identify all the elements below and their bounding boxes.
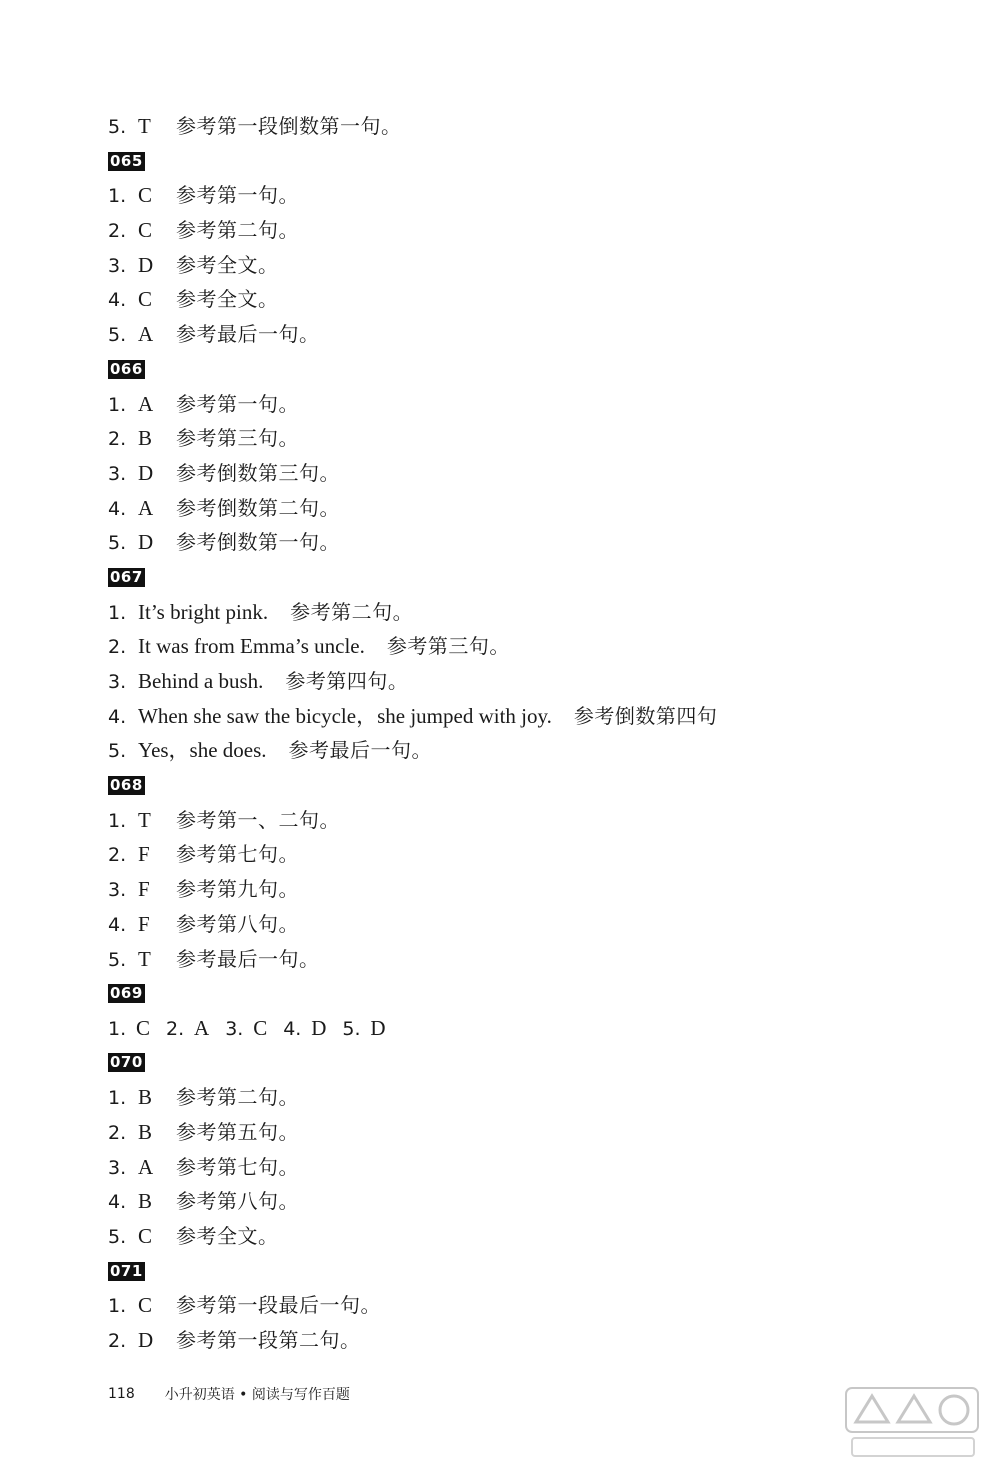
reference-note: 参考第一、二句。 xyxy=(176,807,340,832)
question-number: 4. xyxy=(283,1017,302,1040)
answer-row xyxy=(108,317,928,352)
answer-row xyxy=(108,456,928,491)
answer-row xyxy=(108,525,928,560)
answer-text: It was from Emma’s uncle. xyxy=(138,634,365,659)
answer-text: T xyxy=(138,946,151,971)
answer-row xyxy=(108,282,928,317)
question-number: 5. xyxy=(108,948,127,971)
inline-answer xyxy=(283,1011,326,1047)
reference-note: 参考全文。 xyxy=(176,1224,279,1248)
question-number: 2. xyxy=(166,1017,185,1040)
answer-text: C xyxy=(138,1293,153,1318)
question-number: 1. xyxy=(108,185,127,208)
reference-note: 参考最后一句。 xyxy=(288,738,433,763)
answer-row xyxy=(108,213,928,248)
answer-row xyxy=(108,595,928,630)
answer-text: C xyxy=(138,287,153,312)
answer-text: Behind a bush. xyxy=(138,669,264,693)
answer-text: T xyxy=(138,114,151,138)
answer-row xyxy=(108,421,928,456)
section-number-badge: 069 xyxy=(110,984,143,1003)
answer-text: B xyxy=(138,426,153,451)
answer-row xyxy=(108,837,928,872)
answer-row xyxy=(108,907,928,942)
question-number: 1. xyxy=(108,393,127,416)
inline-answer xyxy=(225,1011,267,1047)
page-number: 118 xyxy=(108,1386,135,1402)
reference-note: 参考全文。 xyxy=(176,287,279,312)
answer-text: A xyxy=(138,391,154,416)
reference-note: 参考倒数第二句。 xyxy=(176,495,340,520)
question-number: 4. xyxy=(108,913,127,936)
reference-note: 参考第二句。 xyxy=(290,599,414,624)
question-number: 1. xyxy=(108,809,127,832)
answer-text: F xyxy=(138,911,150,936)
answer-text: F xyxy=(138,842,150,867)
question-number: 3. xyxy=(225,1017,244,1040)
section-header xyxy=(108,560,928,595)
answer-text: Yes，she does. xyxy=(138,738,267,763)
answer-row xyxy=(108,1115,928,1150)
question-number: 4. xyxy=(108,497,127,520)
question-number: 4. xyxy=(108,705,127,728)
question-number: 3. xyxy=(108,1156,127,1179)
section-header xyxy=(108,768,928,803)
reference-note: 参考最后一句。 xyxy=(176,322,320,347)
answer-row xyxy=(108,699,928,734)
reference-note: 参考最后一句。 xyxy=(176,946,320,971)
answer-text: A xyxy=(138,322,154,347)
section-header xyxy=(108,1254,928,1289)
answer-text: It’s bright pink. xyxy=(138,599,269,624)
answer-text: C xyxy=(138,218,153,243)
question-number: 4. xyxy=(108,1191,127,1214)
answer-text: B xyxy=(138,1085,153,1110)
question-number: 2. xyxy=(108,220,127,243)
section-number-badge: 065 xyxy=(110,151,143,170)
reference-note: 参考第一段最后一句。 xyxy=(176,1293,381,1318)
reference-note: 参考倒数第一句。 xyxy=(176,530,340,555)
section-header xyxy=(108,352,928,387)
reference-note: 参考第三句。 xyxy=(176,426,299,451)
answer-row xyxy=(108,1150,928,1185)
question-number: 2. xyxy=(108,636,127,659)
reference-note: 参考第七句。 xyxy=(176,842,299,867)
answer-text: B xyxy=(138,1189,153,1214)
answer-text: D xyxy=(138,530,154,555)
reference-note: 参考第一句。 xyxy=(176,391,299,416)
inline-answer-row xyxy=(108,1011,928,1046)
inline-answer xyxy=(342,1011,385,1047)
question-number: 2. xyxy=(108,844,127,867)
reference-note: 参考第八句。 xyxy=(176,1189,299,1214)
answer-text: D xyxy=(138,460,154,485)
answer-list xyxy=(108,109,928,1358)
question-number: 2. xyxy=(108,1330,127,1353)
reference-note: 参考第一段第二句。 xyxy=(176,1328,361,1353)
question-number: 5. xyxy=(108,324,127,347)
answer-choice: D xyxy=(370,1015,386,1040)
answer-text: B xyxy=(138,1119,153,1144)
reference-note: 参考第七句。 xyxy=(176,1154,299,1179)
reference-note: 参考第五句。 xyxy=(176,1119,299,1144)
answer-text: A xyxy=(138,495,154,520)
answer-row xyxy=(108,491,928,526)
answer-row xyxy=(108,733,928,768)
answer-text: D xyxy=(138,252,154,277)
answer-choice: C xyxy=(253,1015,268,1040)
answer-choice: A xyxy=(194,1015,210,1040)
answer-text: C xyxy=(138,183,153,208)
section-number-badge: 066 xyxy=(110,359,143,378)
question-number: 3. xyxy=(108,254,127,277)
section-number-badge: 067 xyxy=(110,567,143,586)
answer-text: D xyxy=(138,1328,154,1353)
question-number: 2. xyxy=(108,428,127,451)
question-number: 2. xyxy=(108,1121,127,1144)
question-number: 5. xyxy=(108,740,127,763)
question-number: 1. xyxy=(108,601,127,624)
answer-text: C xyxy=(138,1224,153,1248)
section-header xyxy=(108,1046,928,1081)
page-footer xyxy=(108,1384,350,1404)
answer-choice: C xyxy=(136,1015,151,1040)
reference-note: 参考第三句。 xyxy=(386,634,510,659)
answer-row xyxy=(108,942,928,977)
question-number: 1. xyxy=(108,1017,127,1040)
question-number: 4. xyxy=(108,289,127,312)
answer-row xyxy=(108,629,928,664)
question-number: 1. xyxy=(108,1295,127,1318)
answer-choice: D xyxy=(311,1015,327,1040)
reference-note: 参考第九句。 xyxy=(176,877,299,902)
answer-text: F xyxy=(138,877,150,902)
question-number: 3. xyxy=(108,879,127,902)
answer-row xyxy=(108,109,928,144)
question-number: 5. xyxy=(342,1017,361,1040)
reference-note: 参考倒数第四句 xyxy=(573,703,718,728)
section-header xyxy=(108,976,928,1011)
answer-text: When she saw the bicycle，she jumped with joy. xyxy=(138,703,552,728)
question-number: 3. xyxy=(108,671,127,693)
inline-answer xyxy=(108,1011,150,1047)
answer-row xyxy=(108,803,928,838)
reference-note: 参考倒数第三句。 xyxy=(176,460,340,485)
book-title: 小升初英语 • 阅读与写作百题 xyxy=(164,1387,350,1403)
answer-row xyxy=(108,248,928,283)
answer-row xyxy=(108,1080,928,1115)
answer-row xyxy=(108,178,928,213)
reference-note: 参考第八句。 xyxy=(176,911,299,936)
section-number-badge: 070 xyxy=(110,1053,143,1072)
answer-row xyxy=(108,387,928,422)
section-header xyxy=(108,144,928,179)
answer-row xyxy=(108,1288,928,1323)
watermark-logo-icon xyxy=(842,1382,982,1462)
answer-row xyxy=(108,1323,928,1358)
reference-note: 参考第二句。 xyxy=(176,1085,299,1110)
answer-text: T xyxy=(138,807,151,832)
reference-note: 参考全文。 xyxy=(176,252,279,277)
answer-row xyxy=(108,872,928,907)
question-number: 1. xyxy=(108,1087,127,1110)
section-number-badge: 071 xyxy=(110,1261,143,1280)
answer-row xyxy=(108,1219,928,1254)
reference-note: 参考第一段倒数第一句。 xyxy=(176,114,402,138)
question-number: 3. xyxy=(108,462,127,485)
answer-row xyxy=(108,664,928,699)
answer-text: A xyxy=(138,1154,154,1179)
section-number-badge: 068 xyxy=(110,775,143,794)
question-number: 5. xyxy=(108,1226,127,1248)
answer-row xyxy=(108,1184,928,1219)
question-number: 5. xyxy=(108,116,127,138)
reference-note: 参考第四句。 xyxy=(285,669,409,693)
reference-note: 参考第一句。 xyxy=(176,183,299,208)
question-number: 5. xyxy=(108,532,127,555)
inline-answer xyxy=(166,1011,209,1047)
reference-note: 参考第二句。 xyxy=(176,218,299,243)
